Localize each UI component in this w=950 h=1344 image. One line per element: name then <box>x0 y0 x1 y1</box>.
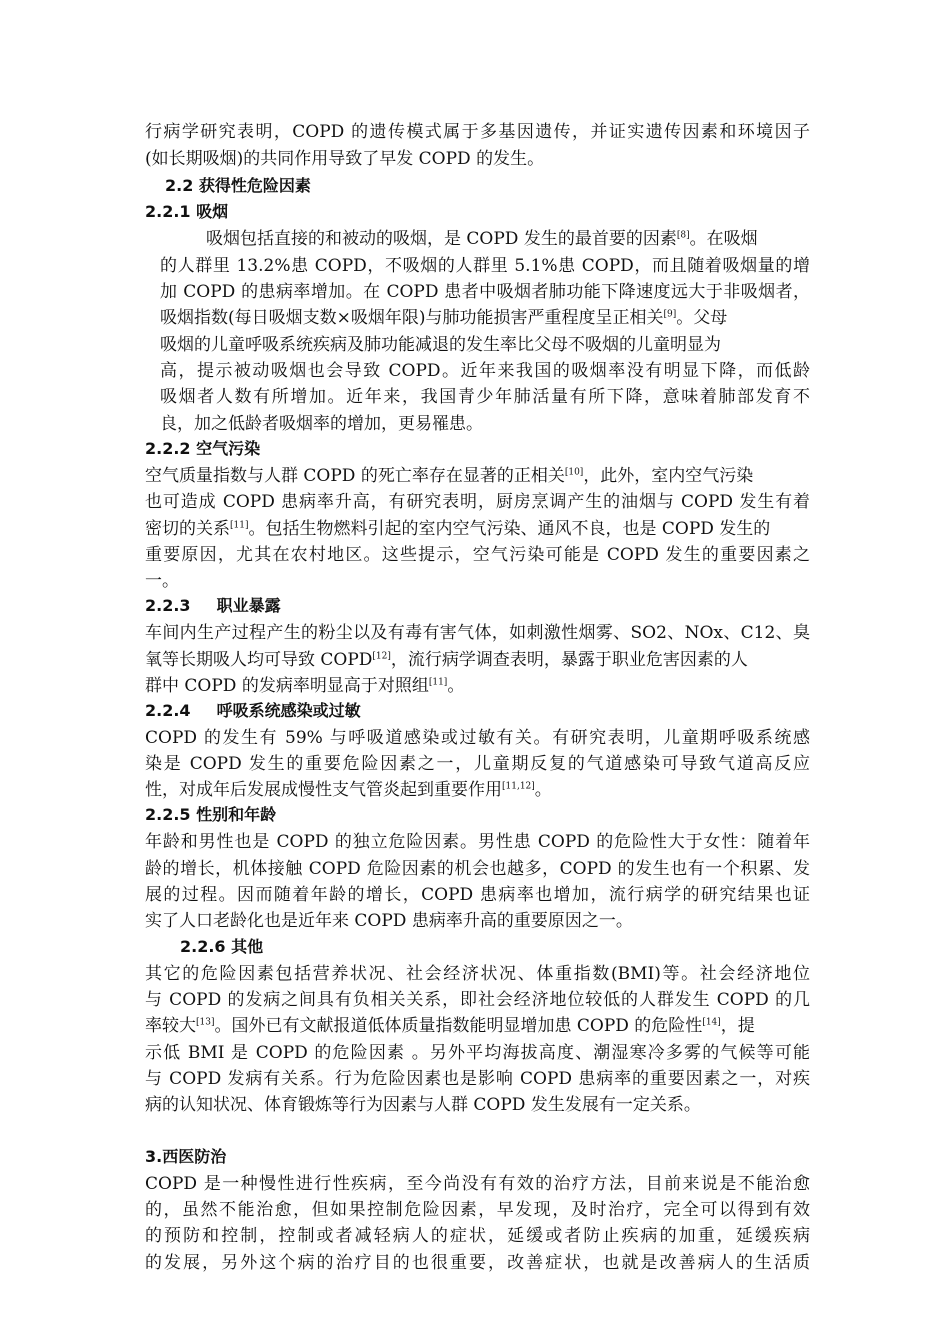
text-line: 其它的危险因素包括营养状况、社会经济状况、体重指数(BMI)等。社会经济地位 <box>145 964 810 984</box>
text-line: COPD 的发生有 59% 与呼吸道感染或过敏有关。有研究表明，儿童期呼吸系统感 <box>145 728 810 748</box>
text-line: 性，对成年后发展成慢性支气管炎起到重要作用[11,12]。 <box>145 780 552 800</box>
text-line: 的预防和控制，控制或者减轻病人的症状，延缓或者防止疾病的加重，延缓疾病 <box>145 1226 810 1246</box>
text-line: 的人群里 13.2%患 COPD，不吸烟的人群里 5.1%患 COPD，而且随着吸烟量的增 <box>160 256 810 276</box>
heading-text: 吸烟 <box>196 202 229 221</box>
text-line: 群中 COPD 的发病率明显高于对照组[11]。 <box>145 676 465 696</box>
citation: [10] <box>564 467 584 478</box>
citation: [11,12] <box>502 781 535 792</box>
text-line: 密切的关系[11]。包括生物燃料引起的室内空气污染、通风不良，也是 COPD 发生的 <box>145 519 771 539</box>
text-line: (如长期吸烟)的共同作用导致了早发 COPD 的发生。 <box>145 149 545 169</box>
text-line: 吸烟包括直接的和被动的吸烟，是 COPD 发生的最首要的因素[8]。在吸烟 <box>206 229 758 249</box>
heading-text: 空气污染 <box>196 439 261 458</box>
text-line: 行病学研究表明，COPD 的遗传模式属于多基因遗传，并证实遗传因素和环境因子 <box>145 122 810 142</box>
text-line: COPD 是一种慢性进行性疾病，至今尚没有有效的治疗方法，目前来说是不能治愈 <box>145 1174 810 1194</box>
text-line: 的，虽然不能治愈，但如果控制危险因素，早发现，及时治疗，完全可以得到有效 <box>145 1200 810 1220</box>
text-line: 重要原因，尤其在农村地区。这些提示，空气污染可能是 COPD 发生的重要因素之 <box>145 545 810 565</box>
citation: [8] <box>676 230 690 241</box>
text-line: 吸烟指数(每日吸烟支数×吸烟年限)与肺功能损害严重程度呈正相关[9]。父母 <box>160 308 728 328</box>
citation: [14] <box>702 1017 721 1028</box>
heading-number: 2.2.2 <box>145 439 191 458</box>
text-line: 吸烟的儿童呼吸系统疾病及肺功能减退的发生率比父母不吸烟的儿童明显为 <box>160 335 721 355</box>
text-line: 展的过程。因而随着年龄的增长，COPD 患病率也增加，流行病学的研究结果也证 <box>145 885 810 905</box>
text-line: 空气质量指数与人群 COPD 的死亡率存在显著的正相关[10]，此外，室内空气污染 <box>145 466 754 486</box>
text-line: 病的认知状况、体育锻炼等行为因素与人群 COPD 发生发展有一定关系。 <box>145 1095 701 1115</box>
heading-text: 呼吸系统感染或过敏 <box>216 701 361 720</box>
citation: [13] <box>196 1017 215 1028</box>
text-line: 与 COPD 发病有关系。行为危险因素也是影响 COPD 患病率的重要因素之一，对疾 <box>145 1069 810 1089</box>
citation: [12] <box>372 651 391 662</box>
text-line: 高，提示被动吸烟也会导致 COPD。近年来我国的吸烟率没有明显下降，而低龄 <box>160 361 810 381</box>
heading-number: 2.2.1 <box>145 202 191 221</box>
heading-text: 职业暴露 <box>216 596 281 615</box>
text-line: 实了人口老龄化也是近年来 COPD 患病率升高的重要原因之一。 <box>145 911 633 931</box>
text-line: 示低 BMI 是 COPD 的危险因素 。另外平均海拔高度、潮湿寒冷多雾的气候等可能 <box>145 1043 810 1063</box>
citation: [11] <box>230 520 249 531</box>
text-line: 龄的增长，机体接触 COPD 危险因素的机会也越多，COPD 的发生也有一个积累、发 <box>145 859 810 879</box>
section-heading-2-2: 2.2 获得性危险因素 <box>165 176 311 195</box>
text-line: 氧等长期吸人均可导致 COPD[12]，流行病学调查表明，暴露于职业危害因素的人 <box>145 650 748 670</box>
subsection-heading-2-2-5: 2.2.5 性别和年龄 <box>145 805 277 824</box>
text-line: 一。 <box>145 571 179 591</box>
text-line: 加 COPD 的患病率增加。在 COPD 患者中吸烟者肺功能下降速度远大于非吸烟者， <box>160 282 810 302</box>
citation: [9] <box>663 309 677 320</box>
text-line: 年龄和男性也是 COPD 的独立危险因素。男性患 COPD 的危险性大于女性：随着年 <box>145 832 810 852</box>
text-line: 的发展，另外这个病的治疗目的也很重要，改善症状，也就是改善病人的生活质 <box>145 1253 810 1273</box>
text-line: 率较大[13]。国外已有文献报道低体质量指数能明显增加患 COPD 的危险性[14]，提 <box>145 1016 755 1036</box>
text-line: 染是 COPD 发生的重要危险因素之一，儿童期反复的气道感染可导致气道高反应 <box>145 754 810 774</box>
text-line: 良，加之低龄者吸烟率的增加，更易罹患。 <box>160 414 483 434</box>
section-heading-3: 3.西医防治 <box>145 1147 227 1166</box>
subsection-heading-2-2-6: 2.2.6 其他 <box>180 937 264 956</box>
text-line: 也可造成 COPD 患病率升高，有研究表明，厨房烹调产生的油烟与 COPD 发生有着 <box>145 492 810 512</box>
heading-number: 2.2.4 <box>145 701 191 720</box>
heading-number: 2.2.3 <box>145 596 191 615</box>
text-line: 与 COPD 的发病之间具有负相关关系，即社会经济地位较低的人群发生 COPD 的几 <box>145 990 810 1010</box>
text-line: 车间内生产过程产生的粉尘以及有毒有害气体，如刺激性烟雾、SO2、NOx、C12、臭 <box>145 623 810 643</box>
citation: [11] <box>428 677 448 688</box>
text-line: 吸烟者人数有所增加。近年来，我国青少年肺活量有所下降，意味着肺部发育不 <box>160 387 810 407</box>
